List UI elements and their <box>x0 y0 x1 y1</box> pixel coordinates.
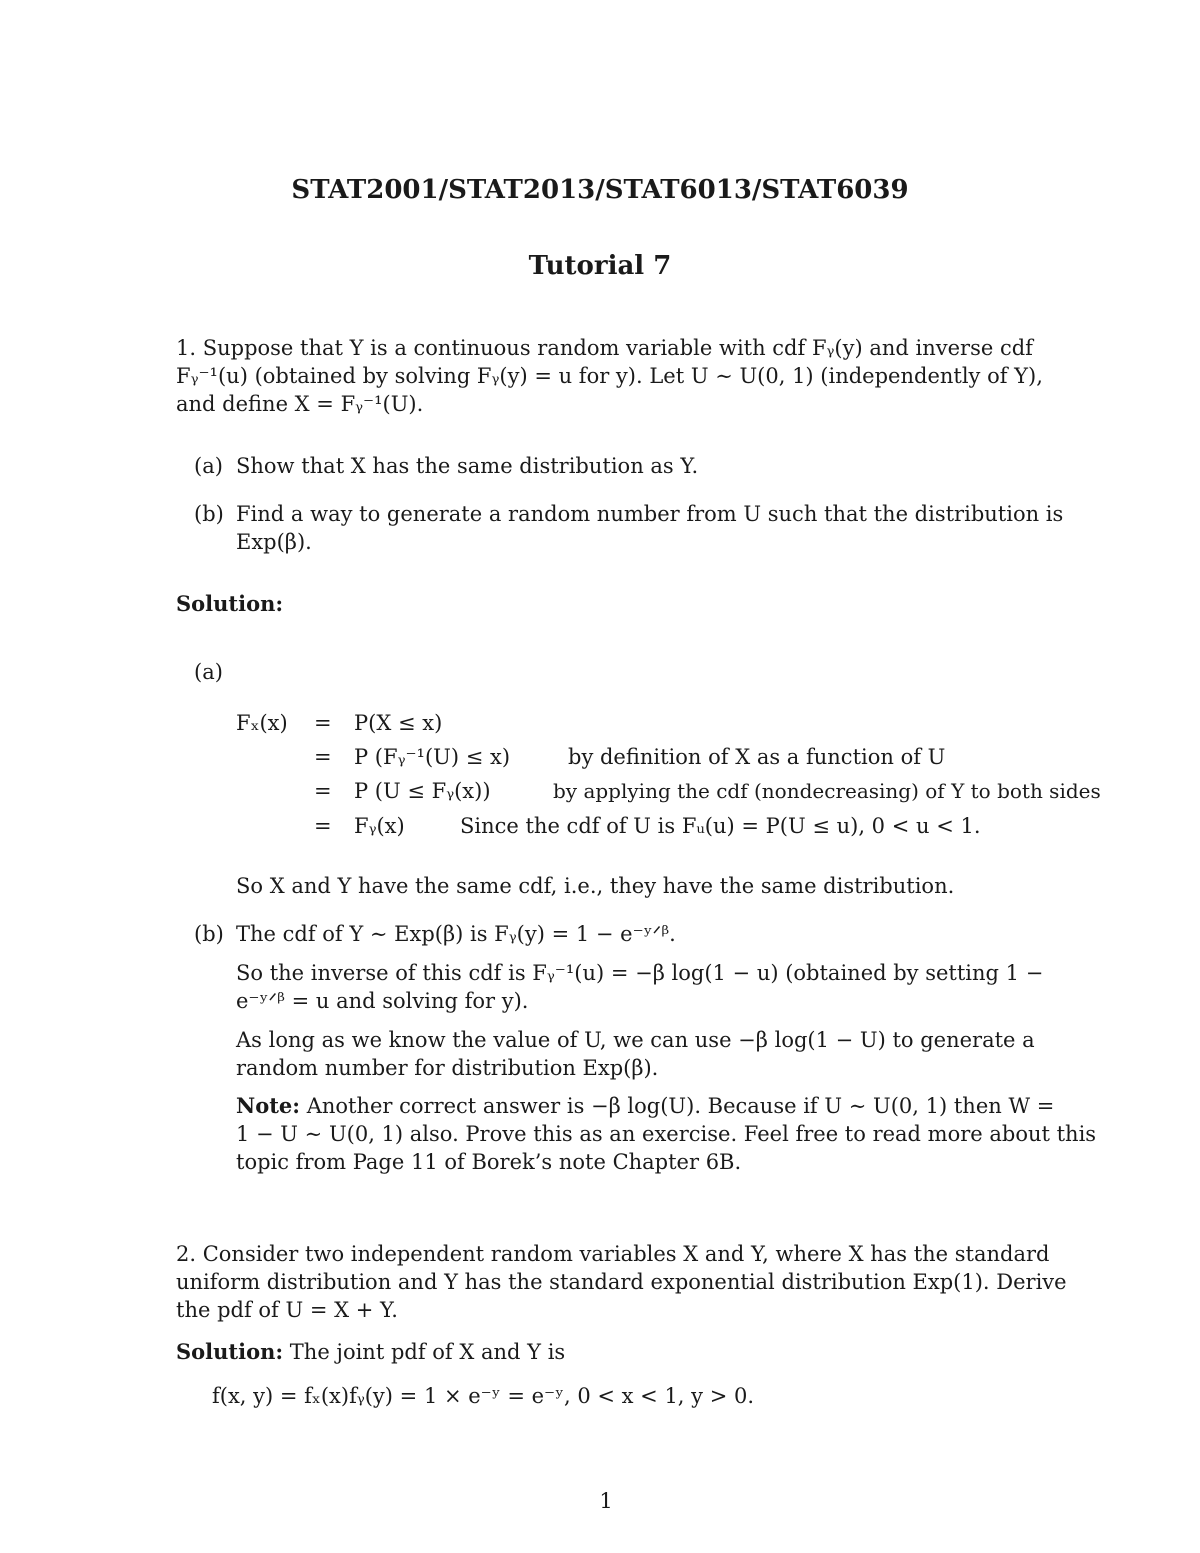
q1-solution-heading: Solution: <box>176 591 284 616</box>
derivation-rhs: P (U ≤ Fᵧ(x)) <box>354 779 491 803</box>
derivation-lhs: Fₓ(x) <box>236 711 288 735</box>
q1-sol-b-note-line-1 <box>236 1092 1054 1120</box>
q1-sol-b-note-line-3: topic from Page 11 of Borek’s note Chapter 6B. <box>236 1150 742 1174</box>
note-label: Note: <box>236 1093 301 1118</box>
derivation-rhs: P (Fᵧ⁻¹(U) ≤ x) <box>354 745 511 769</box>
q1-sol-a-label: (a) <box>194 660 223 684</box>
derivation-rhs: P(X ≤ x) <box>354 711 443 735</box>
tutorial-title: Tutorial 7 <box>528 251 672 281</box>
q2-stem-line-1: 2. Consider two independent random variables X and Y, where X has the standard <box>176 1242 1050 1266</box>
q1-sol-b-note-line-2: 1 − U ∼ U(0, 1) also. Prove this as an exercise. Feel free to read more about this <box>236 1122 1097 1146</box>
q2-stem-line-2: uniform distribution and Y has the standard exponential distribution Exp(1). Derive <box>176 1270 1067 1294</box>
q2-joint-pdf-equation: f(x, y) = fₓ(x)fᵧ(y) = 1 × e⁻ʸ = e⁻ʸ, 0 < x < 1, y > 0. <box>212 1384 755 1408</box>
q1-sol-b-para2-line-2: e⁻ʸᐟᵝ = u and solving for y). <box>236 989 529 1013</box>
q1-sol-b-para3-line-1: As long as we know the value of U, we can use −β log(1 − U) to generate a <box>236 1028 1035 1052</box>
derivation-equals: = <box>314 779 332 803</box>
q1-stem-line-2: Fᵧ⁻¹(u) (obtained by solving Fᵧ(y) = u for y). Let U ∼ U(0, 1) (independently of Y), <box>176 364 1043 388</box>
q1-sol-b-line-1: The cdf of Y ∼ Exp(β) is Fᵧ(y) = 1 − e⁻ʸᐟᵝ. <box>236 922 676 946</box>
q1-sol-b-para3-line-2: random number for distribution Exp(β). <box>236 1056 659 1080</box>
q1-part-b-line-1: Find a way to generate a random number from U such that the distribution is <box>236 502 1064 526</box>
derivation-equals: = <box>314 814 332 838</box>
derivation-equals: = <box>314 711 332 735</box>
course-codes-title: STAT2001/STAT2013/STAT6013/STAT6039 <box>291 175 909 205</box>
q1-part-b-line-2: Exp(β). <box>236 530 312 554</box>
q1-part-b-label: (b) <box>194 502 224 526</box>
derivation-note: by definition of X as a function of U <box>568 745 946 769</box>
page-number: 1 <box>599 1489 613 1513</box>
q2-solution-heading: Solution: <box>176 1339 284 1364</box>
derivation-rhs: Fᵧ(x) <box>354 814 405 838</box>
derivation-note: by applying the cdf (nondecreasing) of Y to both sides <box>553 779 1101 803</box>
q2-stem-line-3: the pdf of U = X + Y. <box>176 1298 398 1322</box>
note-text: Another correct answer is −β log(U). Because if U ∼ U(0, 1) then W = <box>300 1094 1055 1118</box>
q1-sol-b-para2-line-1: So the inverse of this cdf is Fᵧ⁻¹(u) = −β log(1 − u) (obtained by setting 1 − <box>236 961 1044 985</box>
q1-part-a-label: (a) <box>194 454 223 478</box>
q1-stem-line-1: 1. Suppose that Y is a continuous random variable with cdf Fᵧ(y) and inverse cdf <box>176 336 1033 360</box>
q1-sol-b-label: (b) <box>194 922 224 946</box>
q1-sol-a-conclusion: So X and Y have the same cdf, i.e., they have the same distribution. <box>236 874 955 898</box>
derivation-note: Since the cdf of U is Fᵤ(u) = P(U ≤ u), 0 < u < 1. <box>460 814 981 838</box>
derivation-equals: = <box>314 745 332 769</box>
q1-part-a-text: Show that X has the same distribution as Y. <box>236 454 699 478</box>
q2-solution-line <box>176 1338 565 1366</box>
q2-solution-text: The joint pdf of X and Y is <box>283 1340 566 1364</box>
q1-stem-line-3: and define X = Fᵧ⁻¹(U). <box>176 392 424 416</box>
